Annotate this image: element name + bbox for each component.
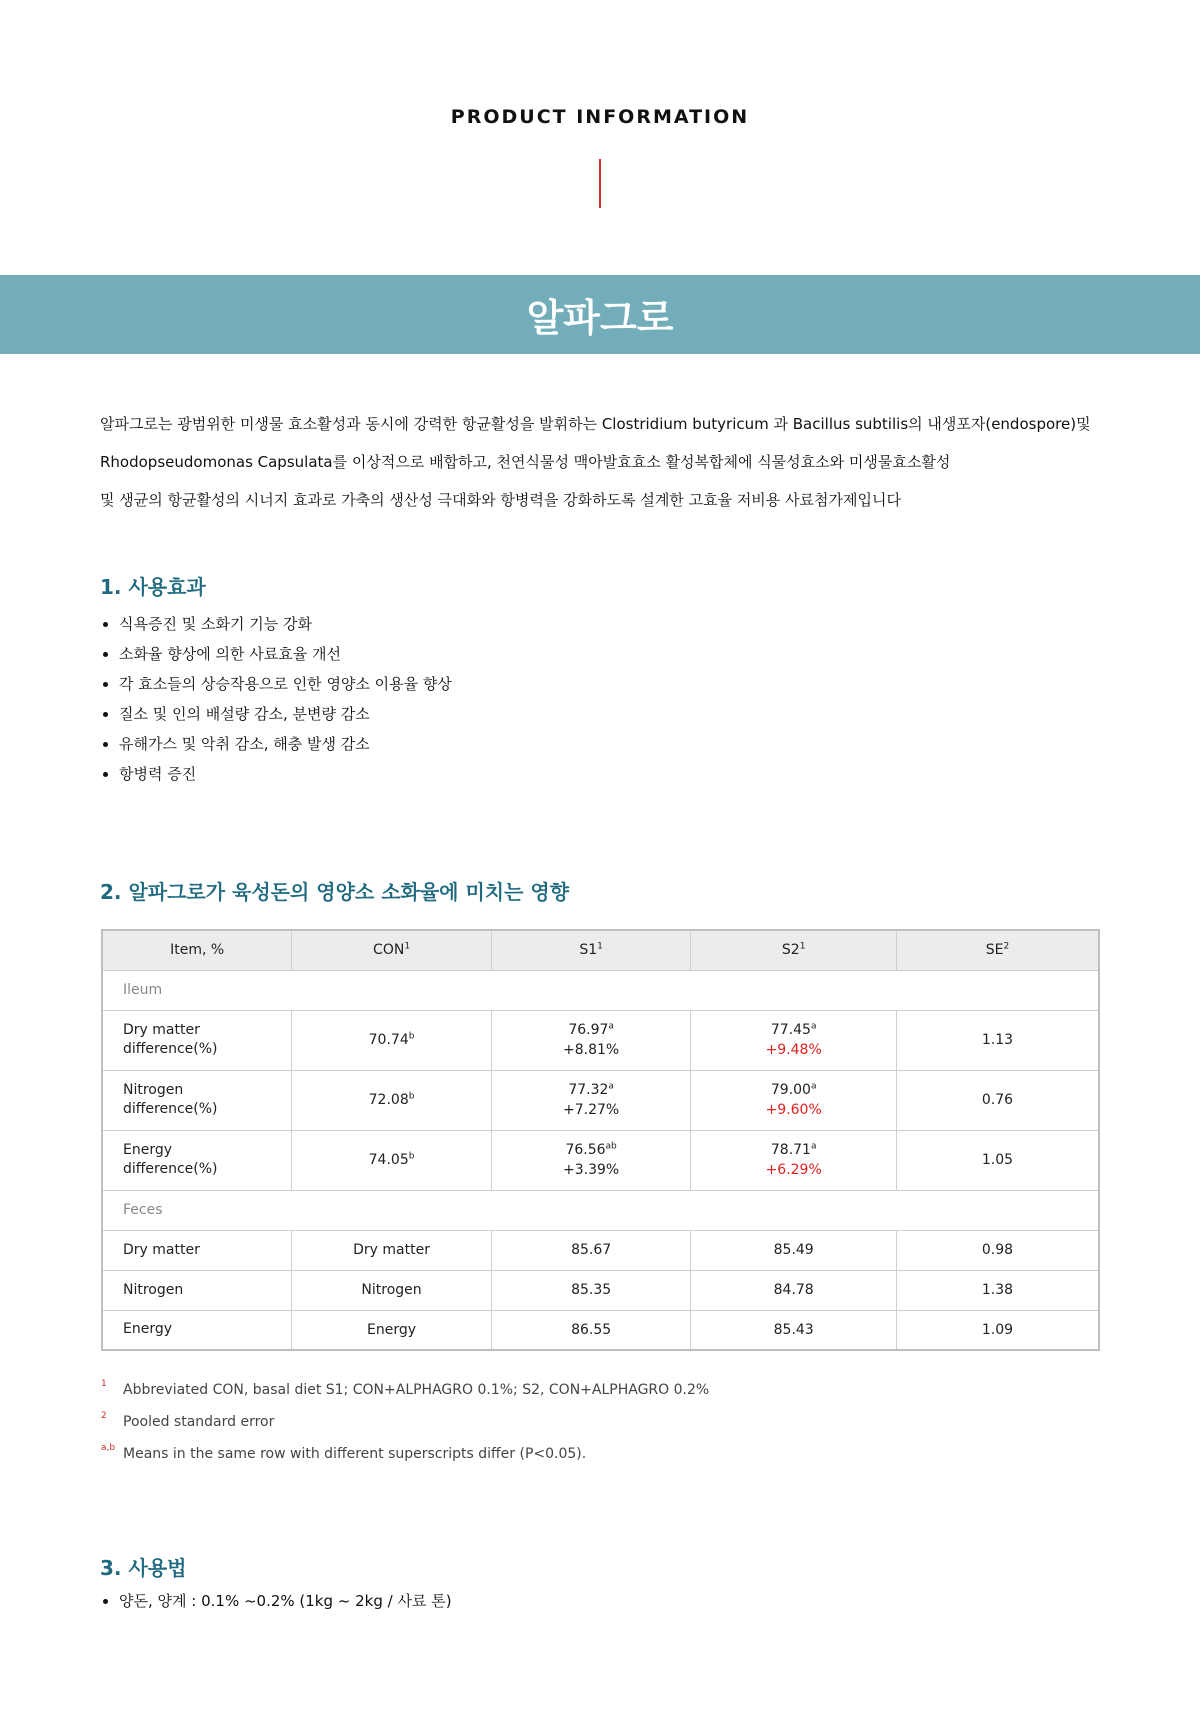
s1-value: 76.56$^{ab}$ +3.39% xyxy=(491,1130,691,1190)
table-group-row xyxy=(102,970,1099,1010)
row-item: Energy xyxy=(102,1310,292,1350)
list-item: 소화율 향상에 의한 사료효율 개선 xyxy=(100,639,452,669)
con-value: Dry matter xyxy=(292,1230,492,1270)
se-value: 1.09 xyxy=(896,1310,1099,1350)
group-label-feces: Feces xyxy=(102,1190,1099,1230)
table-row xyxy=(102,1010,1099,1070)
s1-value: 85.67 xyxy=(491,1230,691,1270)
column-header: $S1^1$ xyxy=(491,930,691,970)
s2-value: 79.00$^a$ +9.60% xyxy=(691,1070,897,1130)
table-row xyxy=(102,1270,1099,1310)
con-value: Energy xyxy=(292,1310,492,1350)
table-header-row xyxy=(102,930,1099,970)
header-accent-line xyxy=(599,159,601,208)
con-value: 74.05$^b$ xyxy=(292,1130,492,1190)
digestibility-table xyxy=(101,929,1100,1351)
con-value: 70.74$^b$ xyxy=(292,1010,492,1070)
product-title: 알파그로 xyxy=(526,296,674,340)
table-row xyxy=(102,1310,1099,1350)
list-item: 유해가스 및 악취 감소, 해충 발생 감소 xyxy=(100,729,452,759)
intro-text xyxy=(100,405,1120,519)
list-item: 식욕증진 및 소화기 기능 강화 xyxy=(100,609,452,639)
section-title-usage: 3. 사용법 xyxy=(100,1556,187,1580)
con-value: 72.08$^b$ xyxy=(292,1070,492,1130)
footnote: a,b Means in the same row with different superscripts differ (P<0.05). xyxy=(101,1438,709,1470)
se-value: 1.38 xyxy=(896,1270,1099,1310)
s2-value: 77.45$^a$ +9.48% xyxy=(691,1010,897,1070)
s2-value: 85.43 xyxy=(691,1310,897,1350)
list-item: 양돈, 양계 : 0.1% ~0.2% (1kg ~ 2kg / 사료 톤) xyxy=(100,1586,452,1616)
s2-value: 78.71$^a$ +6.29% xyxy=(691,1130,897,1190)
section-title-digestibility: 2. 알파그로가 육성돈의 영양소 소화율에 미치는 영향 xyxy=(100,880,570,904)
list-item: 항병력 증진 xyxy=(100,759,452,789)
intro-line: Rhodopseudomonas Capsulata를 이상적으로 배합하고, 천연식물성 맥아발효효소 활성복합체에 식물성효소와 미생물효소활성 xyxy=(100,453,951,471)
column-header: $S2^1$ xyxy=(691,930,897,970)
group-label-ileum: Ileum xyxy=(102,970,1099,1010)
con-value: Nitrogen xyxy=(292,1270,492,1310)
list-item: 질소 및 인의 배설량 감소, 분변량 감소 xyxy=(100,699,452,729)
se-value: 1.05 xyxy=(896,1130,1099,1190)
s1-value: 86.55 xyxy=(491,1310,691,1350)
table-row xyxy=(102,1070,1099,1130)
se-value: 1.13 xyxy=(896,1010,1099,1070)
s2-value: 84.78 xyxy=(691,1270,897,1310)
s1-value: 85.35 xyxy=(491,1270,691,1310)
section-title-effects: 1. 사용효과 xyxy=(100,575,206,599)
table-group-row xyxy=(102,1190,1099,1230)
column-header: CON$^1$ xyxy=(292,930,492,970)
s1-value: 77.32$^a$ +7.27% xyxy=(491,1070,691,1130)
table-footnotes xyxy=(101,1374,709,1470)
column-header: $SE^2$ xyxy=(896,930,1099,970)
intro-line: 알파그로는 광범위한 미생물 효소활성과 동시에 강력한 항균활성을 발휘하는 Clostridium butyricum 과 Bacillus subtilis의 내생포자(endospore)및 xyxy=(100,415,1091,433)
s1-value: 76.97$^a$ +8.81% xyxy=(491,1010,691,1070)
row-item: Dry matter difference(%) xyxy=(102,1010,292,1070)
se-value: 0.98 xyxy=(896,1230,1099,1270)
se-value: 0.76 xyxy=(896,1070,1099,1130)
row-item: Energy difference(%) xyxy=(102,1130,292,1190)
footnote-mark: 1 xyxy=(101,1379,107,1389)
column-header: Item, % xyxy=(102,930,292,970)
footnote: 1 Abbreviated CON, basal diet S1; CON+ALPHAGRO 0.1%; S2, CON+ALPHAGRO 0.2% xyxy=(101,1374,709,1406)
footnote: 2 Pooled standard error xyxy=(101,1406,709,1438)
effects-list xyxy=(100,609,452,789)
footnote-mark: 2 xyxy=(101,1411,107,1421)
row-item: Nitrogen xyxy=(102,1270,292,1310)
usage-list xyxy=(100,1586,452,1616)
list-item: 각 효소들의 상승작용으로 인한 영양소 이용율 향상 xyxy=(100,669,452,699)
row-item: Nitrogen difference(%) xyxy=(102,1070,292,1130)
s2-value: 85.49 xyxy=(691,1230,897,1270)
product-information-label: PRODUCT INFORMATION xyxy=(450,106,750,128)
intro-line: 및 생균의 항균활성의 시너지 효과로 가축의 생산성 극대화와 항병력을 강화하도록 설계한 고효율 저비용 사료첨가제입니다 xyxy=(100,491,901,509)
table-row xyxy=(102,1130,1099,1190)
product-banner xyxy=(0,275,1200,354)
footnote-mark: a,b xyxy=(101,1443,116,1453)
table-row xyxy=(102,1230,1099,1270)
row-item: Dry matter xyxy=(102,1230,292,1270)
